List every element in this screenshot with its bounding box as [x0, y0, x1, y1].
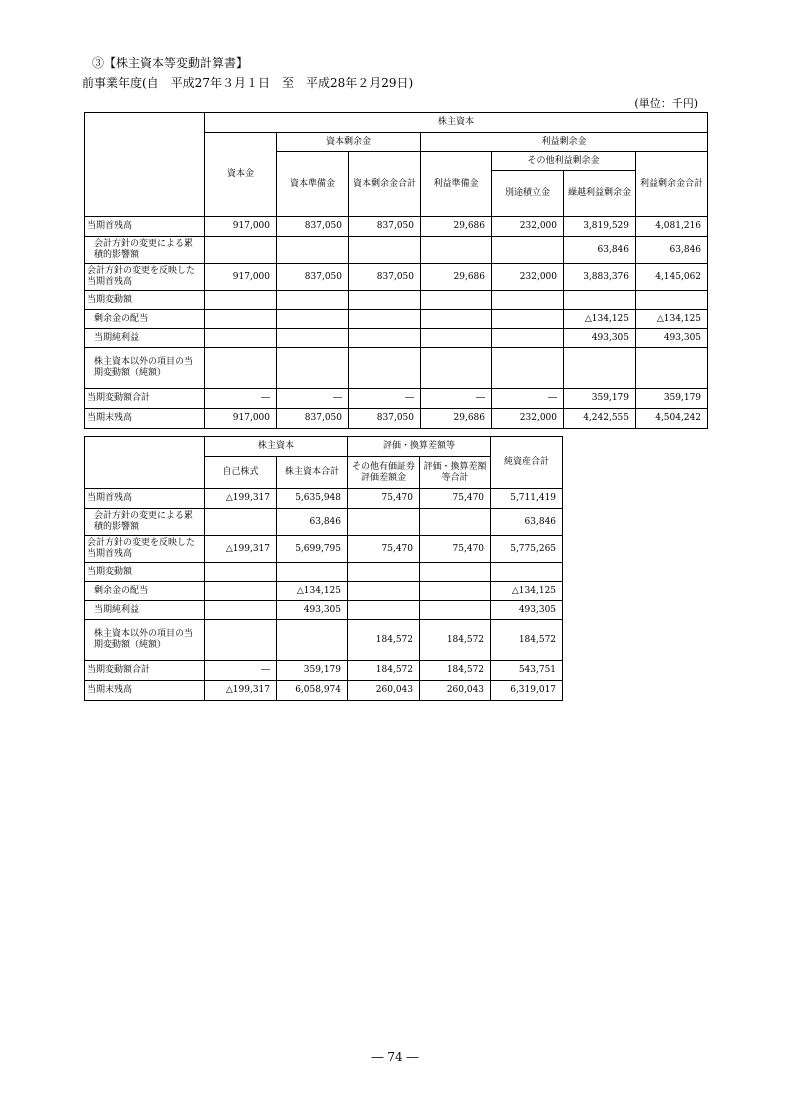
- row-label: [85, 348, 205, 389]
- value-cell: 75,470: [348, 536, 420, 563]
- table-row: [85, 291, 708, 310]
- value-cell: 184,572: [491, 620, 563, 661]
- row-label-text: 剰余金の配当: [94, 313, 149, 324]
- value-cell: 837,050: [349, 409, 421, 429]
- value-cell: 184,572: [420, 661, 491, 681]
- value-cell: 232,000: [492, 264, 564, 291]
- row-label-text: 当期変動額合計: [87, 393, 151, 404]
- value-cell: [277, 310, 349, 329]
- value-cell: [420, 563, 491, 582]
- value-cell: [492, 348, 564, 389]
- header-net-assets-total: 純資産合計: [491, 437, 563, 489]
- value-cell: 63,846: [491, 509, 563, 536]
- row-label-text: 当期変動額合計: [87, 665, 151, 676]
- value-cell: 917,000: [205, 264, 277, 291]
- value-cell: 359,179: [277, 661, 348, 681]
- value-cell: 75,470: [348, 489, 420, 509]
- value-cell: 75,470: [420, 489, 491, 509]
- row-label-text: 会計方針の変更を反映した当期首残高: [87, 266, 196, 287]
- value-cell: [205, 291, 277, 310]
- table-row: [85, 489, 563, 509]
- value-cell: [348, 601, 420, 620]
- table-row: [85, 217, 708, 237]
- header-retained-total: 利益剰余金合計: [636, 152, 708, 217]
- value-cell: 232,000: [492, 409, 564, 429]
- row-label-text: 当期末残高: [87, 685, 133, 696]
- value-cell: [349, 329, 421, 348]
- value-cell: △134,125: [277, 582, 348, 601]
- table-row: [85, 563, 563, 582]
- row-label: [85, 582, 205, 601]
- row-label: [85, 563, 205, 582]
- value-cell: [492, 237, 564, 264]
- value-cell: [420, 582, 491, 601]
- value-cell: 359,179: [636, 389, 708, 409]
- value-cell: [205, 582, 277, 601]
- value-cell: [492, 329, 564, 348]
- value-cell: [420, 509, 491, 536]
- value-cell: [348, 509, 420, 536]
- value-cell: 5,775,265: [491, 536, 563, 563]
- value-cell: 493,305: [277, 601, 348, 620]
- value-cell: 493,305: [564, 329, 636, 348]
- value-cell: ―: [421, 389, 492, 409]
- value-cell: [277, 291, 349, 310]
- table-row: [85, 620, 563, 661]
- header-blank-cell: [85, 437, 205, 489]
- value-cell: [349, 237, 421, 264]
- value-cell: △199,317: [205, 681, 277, 701]
- row-label: [85, 681, 205, 701]
- header-shareholders-equity: 株主資本: [205, 437, 348, 457]
- value-cell: ―: [349, 389, 421, 409]
- row-label-text: 会計方針の変更を反映した当期首残高: [87, 538, 196, 559]
- value-cell: 493,305: [491, 601, 563, 620]
- value-cell: [205, 563, 277, 582]
- value-cell: 493,305: [636, 329, 708, 348]
- value-cell: [420, 601, 491, 620]
- value-cell: [564, 291, 636, 310]
- header-blank-cell: [85, 113, 205, 217]
- value-cell: 260,043: [348, 681, 420, 701]
- row-label-text: 剰余金の配当: [94, 585, 149, 596]
- value-cell: 4,081,216: [636, 217, 708, 237]
- table-row: [85, 409, 708, 429]
- header-securities-diff: その他有価証券評価差額金: [348, 457, 420, 489]
- value-cell: ―: [205, 389, 277, 409]
- header-capital-reserve: 資本準備金: [277, 152, 349, 217]
- table-row: [85, 509, 563, 536]
- value-cell: [205, 329, 277, 348]
- value-cell: 917,000: [205, 409, 277, 429]
- row-label: [85, 329, 205, 348]
- value-cell: 6,319,017: [491, 681, 563, 701]
- value-cell: [205, 237, 277, 264]
- row-label: [85, 601, 205, 620]
- row-label: [85, 536, 205, 563]
- row-label: [85, 489, 205, 509]
- value-cell: [491, 563, 563, 582]
- value-cell: [205, 509, 277, 536]
- value-cell: [421, 291, 492, 310]
- table-row: [85, 536, 563, 563]
- value-cell: 837,050: [349, 264, 421, 291]
- value-cell: 63,846: [564, 237, 636, 264]
- value-cell: △199,317: [205, 536, 277, 563]
- header-valuation: 評価・換算差額等: [348, 437, 491, 457]
- header-treasury-stock: 自己株式: [205, 457, 277, 489]
- value-cell: 3,883,376: [564, 264, 636, 291]
- header-capital: 資本金: [205, 133, 277, 217]
- row-label-text: 当期純利益: [94, 604, 140, 615]
- value-cell: 917,000: [205, 217, 277, 237]
- value-cell: 29,686: [421, 264, 492, 291]
- value-cell: 837,050: [277, 409, 349, 429]
- value-cell: 6,058,974: [277, 681, 348, 701]
- value-cell: 3,819,529: [564, 217, 636, 237]
- value-cell: 837,050: [349, 217, 421, 237]
- header-equity-total: 株主資本合計: [277, 457, 348, 489]
- value-cell: [349, 310, 421, 329]
- value-cell: [349, 348, 421, 389]
- header-other-retained: その他利益剰余金: [492, 152, 636, 171]
- row-label-text: 当期末残高: [87, 413, 133, 424]
- value-cell: 260,043: [420, 681, 491, 701]
- row-label-text: 株主資本以外の項目の当期変動額（純額）: [94, 629, 194, 650]
- value-cell: [636, 291, 708, 310]
- value-cell: [205, 601, 277, 620]
- row-label-text: 株主資本以外の項目の当期変動額（純額）: [94, 357, 194, 378]
- value-cell: △134,125: [491, 582, 563, 601]
- row-label: [85, 389, 205, 409]
- value-cell: 75,470: [420, 536, 491, 563]
- header-general-reserve: 別途積立金: [492, 171, 564, 217]
- row-label-text: 当期首残高: [87, 221, 133, 232]
- value-cell: [205, 310, 277, 329]
- value-cell: 29,686: [421, 409, 492, 429]
- value-cell: 5,711,419: [491, 489, 563, 509]
- header-valuation-total: 評価・換算差額等合計: [420, 457, 491, 489]
- page-number: ― 74 ―: [371, 1050, 419, 1064]
- value-cell: 5,635,948: [277, 489, 348, 509]
- value-cell: 359,179: [564, 389, 636, 409]
- value-cell: [421, 329, 492, 348]
- header-capital-surplus-total: 資本剰余金合計: [349, 152, 421, 217]
- value-cell: [277, 348, 349, 389]
- table-row: [85, 310, 708, 329]
- table-row: [85, 264, 708, 291]
- value-cell: 63,846: [277, 509, 348, 536]
- value-cell: 29,686: [421, 217, 492, 237]
- value-cell: [636, 348, 708, 389]
- row-label: [85, 620, 205, 661]
- value-cell: [349, 291, 421, 310]
- value-cell: ―: [205, 661, 277, 681]
- value-cell: [205, 620, 277, 661]
- value-cell: 543,751: [491, 661, 563, 681]
- table-row: [85, 681, 563, 701]
- value-cell: [421, 237, 492, 264]
- row-label: [85, 217, 205, 237]
- value-cell: [277, 620, 348, 661]
- header-shareholders-equity: 株主資本: [205, 113, 708, 133]
- value-cell: [277, 237, 349, 264]
- value-cell: [348, 563, 420, 582]
- value-cell: 4,242,555: [564, 409, 636, 429]
- fiscal-period: 前事業年度(自 平成27年３月１日 至 平成28年２月29日): [82, 76, 414, 90]
- equity-statement-table-2: [84, 436, 563, 701]
- value-cell: △134,125: [636, 310, 708, 329]
- value-cell: [277, 563, 348, 582]
- value-cell: 232,000: [492, 217, 564, 237]
- value-cell: [492, 291, 564, 310]
- value-cell: [564, 348, 636, 389]
- row-label-text: 会計方針の変更による累積的影響額: [94, 239, 194, 260]
- row-label: [85, 237, 205, 264]
- row-label: [85, 509, 205, 536]
- row-label: [85, 291, 205, 310]
- value-cell: [421, 348, 492, 389]
- value-cell: 837,050: [277, 217, 349, 237]
- value-cell: 184,572: [348, 620, 420, 661]
- value-cell: 63,846: [636, 237, 708, 264]
- table-row: [85, 601, 563, 620]
- row-label: [85, 661, 205, 681]
- unit-label: (単位：千円): [634, 97, 698, 110]
- table-row: [85, 661, 563, 681]
- row-label-text: 会計方針の変更による累積的影響額: [94, 511, 194, 532]
- value-cell: [205, 348, 277, 389]
- row-label-text: 当期変動額: [87, 294, 133, 305]
- table-row: [85, 237, 708, 264]
- header-retained-earnings: 利益剰余金: [421, 133, 708, 152]
- header-legal-reserve: 利益準備金: [421, 152, 492, 217]
- value-cell: △199,317: [205, 489, 277, 509]
- value-cell: 5,699,795: [277, 536, 348, 563]
- row-label-text: 当期変動額: [87, 566, 133, 577]
- table-row: [85, 582, 563, 601]
- value-cell: [421, 310, 492, 329]
- value-cell: 184,572: [420, 620, 491, 661]
- value-cell: △134,125: [564, 310, 636, 329]
- row-label: [85, 310, 205, 329]
- value-cell: 4,504,242: [636, 409, 708, 429]
- value-cell: [277, 329, 349, 348]
- table-row: [85, 329, 708, 348]
- header-carried-forward: 繰越利益剰余金: [564, 171, 636, 217]
- statement-heading: ③【株主資本等変動計算書】: [92, 56, 249, 70]
- equity-statement-table-1: [84, 112, 708, 429]
- row-label: [85, 409, 205, 429]
- table-row: [85, 389, 708, 409]
- value-cell: 184,572: [348, 661, 420, 681]
- value-cell: ―: [492, 389, 564, 409]
- value-cell: 837,050: [277, 264, 349, 291]
- row-label: [85, 264, 205, 291]
- value-cell: [492, 310, 564, 329]
- value-cell: 4,145,062: [636, 264, 708, 291]
- row-label-text: 当期首残高: [87, 493, 133, 504]
- table-row: [85, 348, 708, 389]
- header-capital-surplus: 資本剰余金: [277, 133, 421, 152]
- value-cell: [348, 582, 420, 601]
- value-cell: ―: [277, 389, 349, 409]
- row-label-text: 当期純利益: [94, 332, 140, 343]
